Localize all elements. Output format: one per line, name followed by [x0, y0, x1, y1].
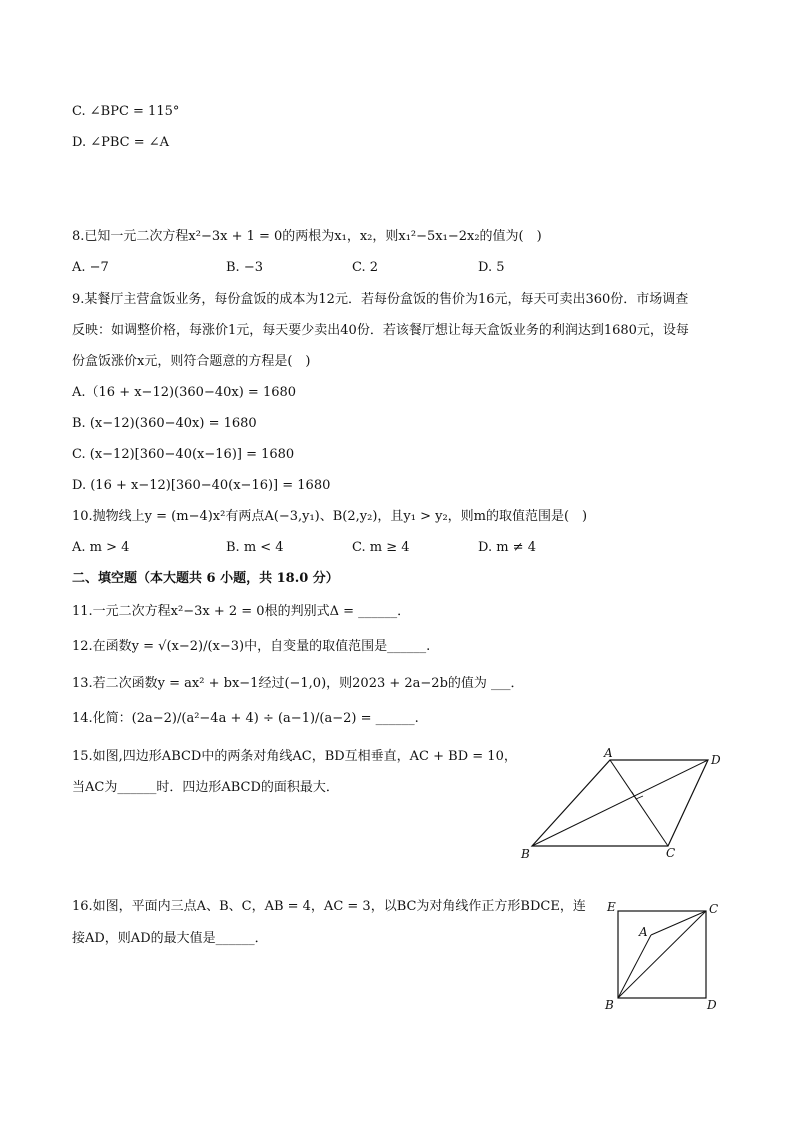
fig16-label-e: E — [607, 900, 616, 914]
q10-option-d: D. m ≠ 4 — [478, 540, 536, 555]
fig15-label-b: B — [521, 847, 530, 860]
question-16-line-1: 16.如图，平面内三点A、B、C，AB = 4，AC = 3，以BC为对角线作正方形BDCE，连 — [72, 899, 586, 914]
question-9-line-1: 9.某餐厅主营盒饭业务，每份盒饭的成本为12元．若每份盒饭的售价为16元，每天可卖出360份．市场调查 — [72, 292, 689, 307]
question-15-line-1: 15.如图,四边形ABCD中的两条对角线AC，BD互相垂直，AC + BD = 10， — [72, 749, 517, 764]
fig16-label-a: A — [639, 925, 648, 939]
fig15-label-c: C — [666, 846, 676, 860]
fig15-label-a: A — [604, 746, 613, 760]
question-15-line-2: 当AC为______时．四边形ABCD的面积最大． — [72, 780, 339, 795]
q9-option-b: B. (x−12)(360−40x) = 1680 — [72, 416, 257, 431]
question-14: 14.化简：(2a−2)/(a²−4a + 4) ÷ (a−1)/(a−2) = ______. — [72, 711, 419, 726]
q8-option-c: C. 2 — [352, 260, 379, 275]
q8-option-d: D. 5 — [478, 260, 505, 275]
fig16-label-d: D — [707, 998, 717, 1012]
question-11: 11.一元二次方程x²−3x + 2 = 0根的判别式Δ = ______． — [72, 604, 411, 619]
option-d: D. ∠PBC = ∠A — [72, 135, 170, 150]
q10-option-c: C. m ≥ 4 — [352, 540, 410, 555]
fig16-label-c: C — [709, 902, 719, 916]
question-9-line-3: 份盒饭涨价x元，则符合题意的方程是( ) — [72, 354, 311, 369]
q9-option-a: A.（16 + x−12)(360−40x) = 1680 — [72, 385, 297, 400]
figure-15-quadrilateral — [515, 745, 730, 860]
question-10: 10.抛物线上y = (m−4)x²有两点A(−3,y₁)、B(2,y₂)，且y₁ > y₂，则m的取值范围是( ) — [72, 509, 588, 524]
q10-option-a: A. m > 4 — [72, 540, 130, 555]
q9-option-c: C. (x−12)[360−40(x−16)] = 1680 — [72, 447, 295, 462]
question-9-line-2: 反映：如调整价格，每涨价1元，每天要少卖出40份．若该餐厅想让每天盒饭业务的利润达到1680元，设每 — [72, 323, 689, 338]
question-12: 12.在函数y = √(x−2)/(x−3)中，自变量的取值范围是______. — [72, 639, 431, 654]
question-8: 8.已知一元二次方程x²−3x + 1 = 0的两根为x₁，x₂，则x₁²−5x₁−2x₂的值为( ) — [72, 229, 542, 244]
q9-option-d: D. (16 + x−12)[360−40(x−16)] = 1680 — [72, 478, 331, 493]
figure-16-square — [600, 898, 730, 1013]
q8-option-b: B. −3 — [226, 260, 263, 275]
q10-option-b: B. m < 4 — [226, 540, 284, 555]
section-2-heading: 二、填空题（本大题共 6 小题，共 18.0 分） — [72, 571, 339, 586]
question-16-line-2: 接AD，则AD的最大值是______． — [72, 931, 268, 946]
question-13: 13.若二次函数y = ax² + bx−1经过(−1,0)，则2023 + 2a−2b的值为 ___． — [72, 676, 524, 691]
option-c: C. ∠BPC = 115° — [72, 104, 180, 119]
fig15-label-d: D — [711, 753, 721, 767]
q8-option-a: A. −7 — [72, 260, 109, 275]
fig16-label-b: B — [605, 998, 614, 1012]
